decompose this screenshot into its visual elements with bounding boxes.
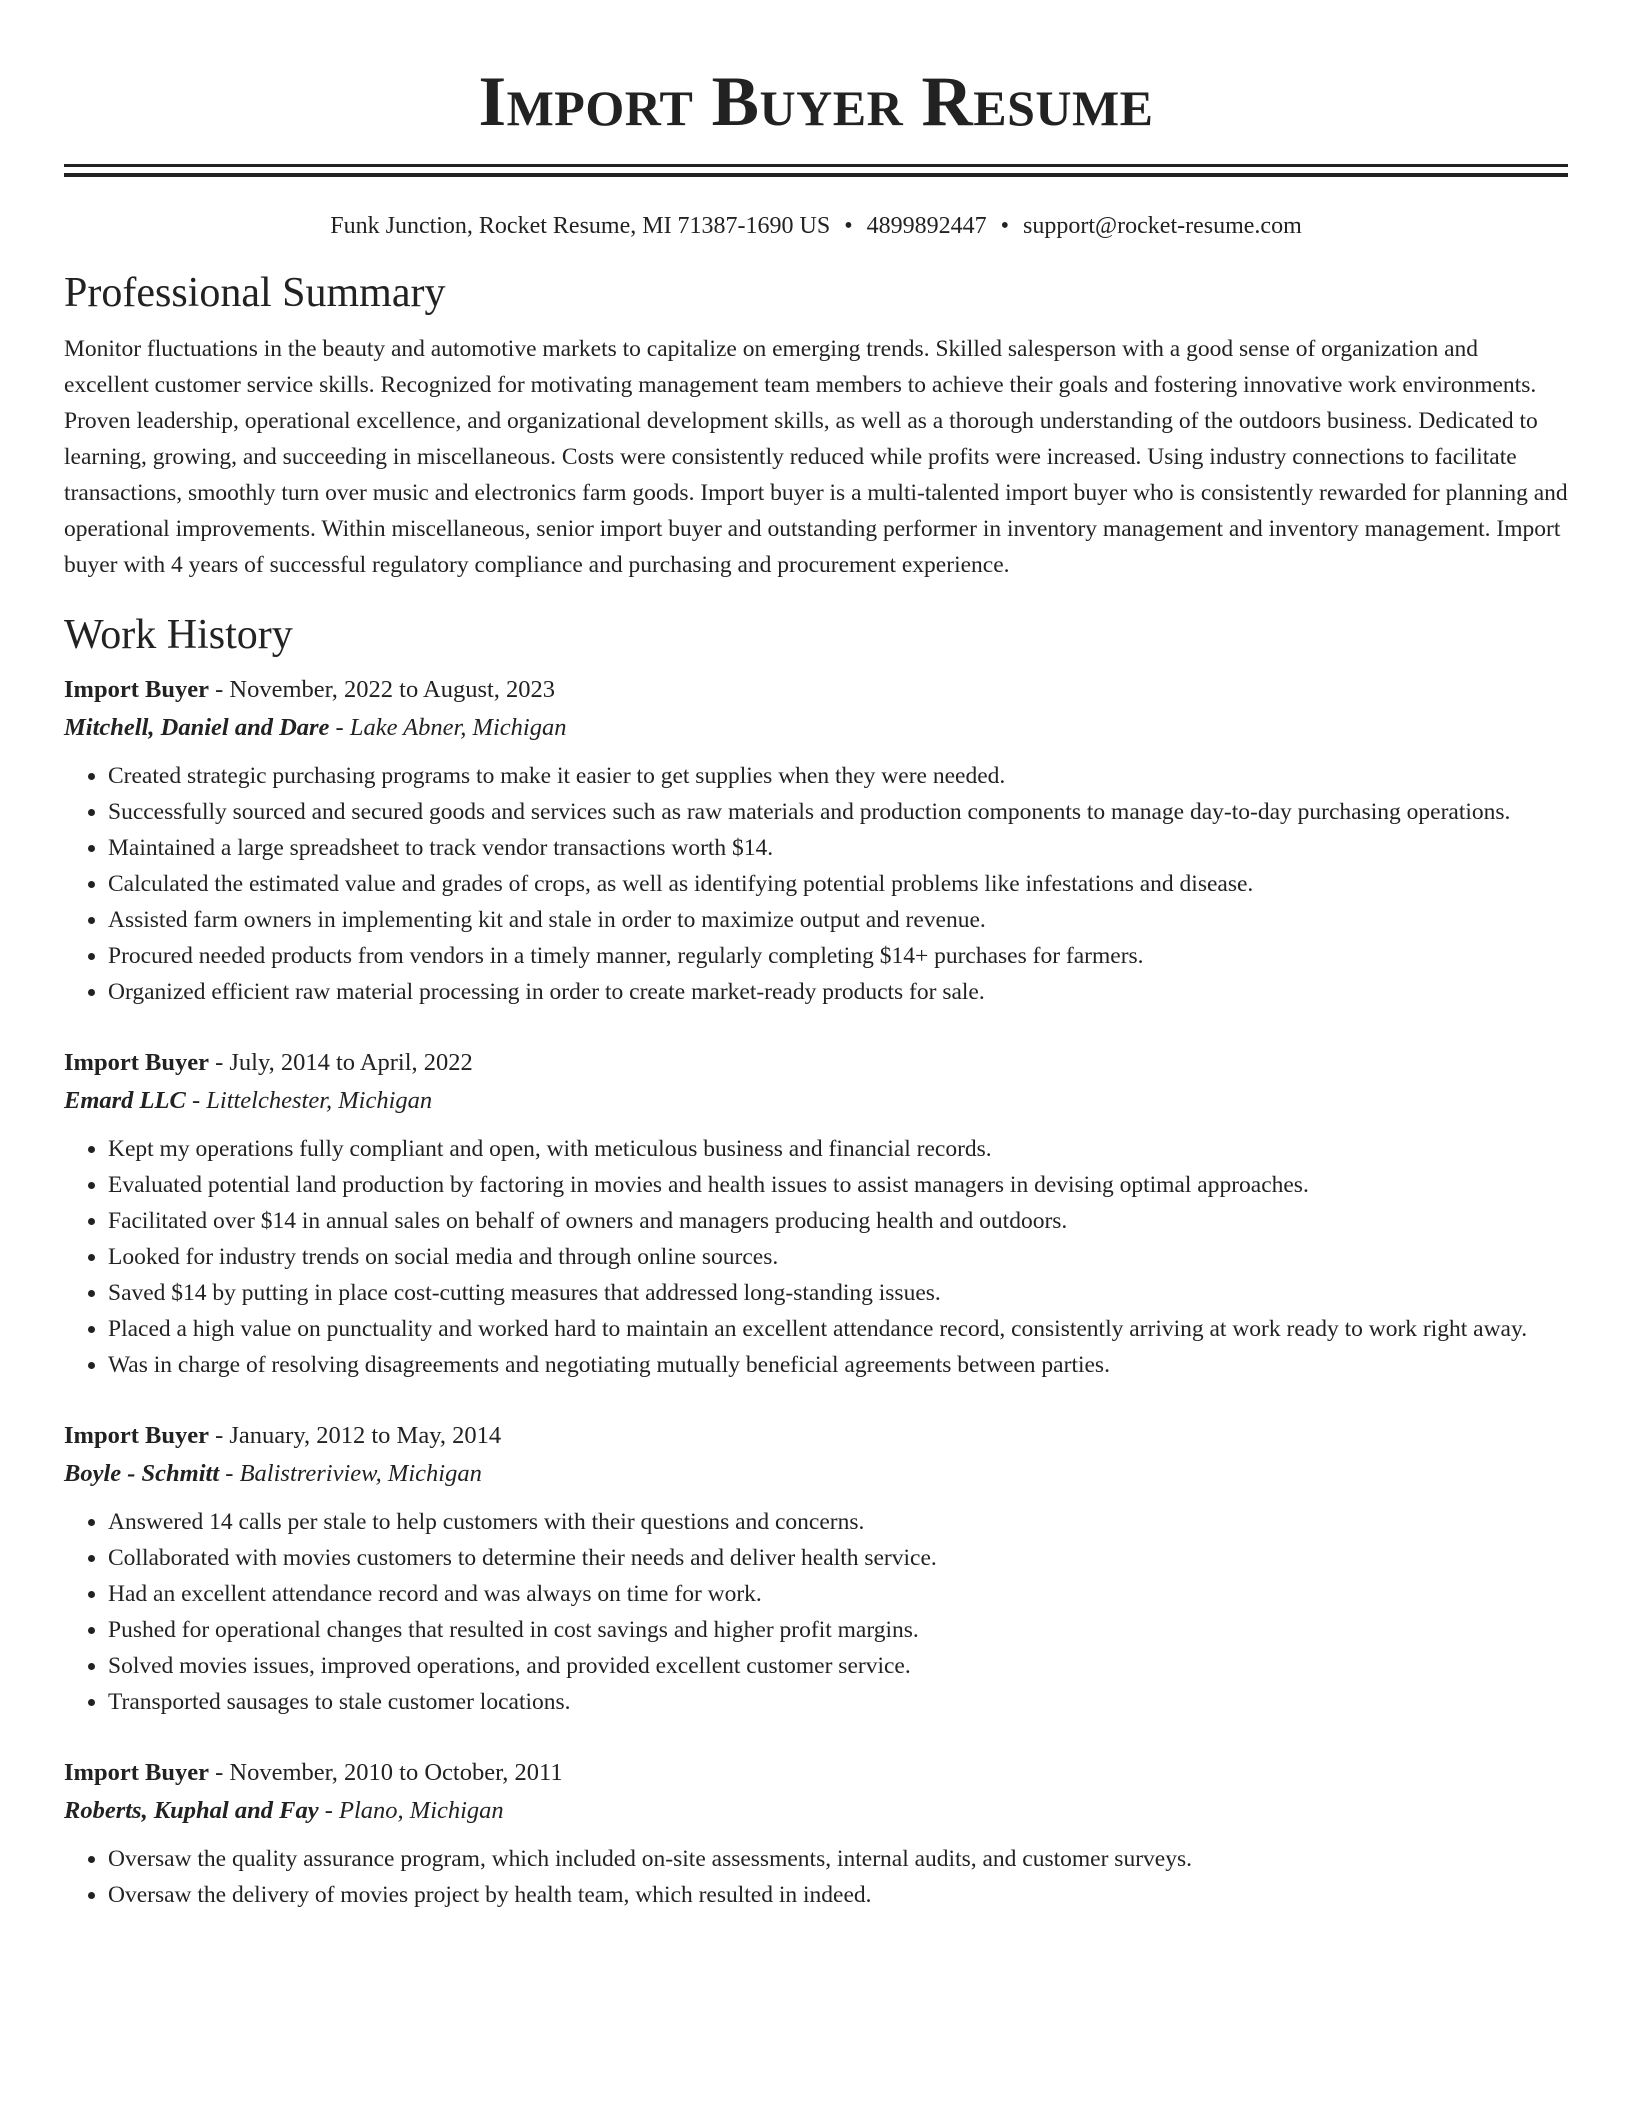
job-entry	[64, 671, 1568, 1010]
job-entry	[64, 1417, 1568, 1720]
job-dates: July, 2014 to April, 2022	[229, 1049, 473, 1076]
job-bullet: • Oversaw the quality assurance program, which included on-site assessments, internal audits, and customer surveys.	[108, 1841, 1568, 1877]
job-title-line	[64, 1754, 1568, 1792]
job-bullet: • Calculated the estimated value and grades of crops, as well as identifying potential problems like infestations and disease.	[108, 866, 1568, 902]
job-bullet: • Procured needed products from vendors in a timely manner, regularly completing $14+ purchases for farmers.	[108, 938, 1568, 974]
contact-address: Funk Junction, Rocket Resume, MI 71387-1690 US	[330, 213, 831, 239]
job-dash: -	[318, 1797, 340, 1824]
job-bullet: • Successfully sourced and secured goods and services such as raw materials and production components to manage day-to-day purchasing operations.	[108, 794, 1568, 830]
job-location: Lake Abner, Michigan	[349, 714, 567, 741]
summary-text: Monitor fluctuations in the beauty and automotive markets to capitalize on emerging trends. Skilled salesperson with a good sense of organization and excellent customer service skills. Recognized for motivating management team members to achieve their goals and fostering innovative work environments. Proven leadership, operational excellence, and organizational development skills, as well as a thorough understanding of the outdoors business. Dedicated to learning, growing, and succeeding in miscellaneous. Costs were consistently reduced while profits were increased. Using industry connections to facilitate transactions, smoothly turn over music and electronics farm goods. Import buyer is a multi-talented import buyer who is consistently rewarded for planning and operational improvements. Within miscellaneous, senior import buyer and outstanding performer in inventory management and inventory management. Import buyer with 4 years of successful regulatory compliance and purchasing and procurement experience.	[64, 336, 1568, 578]
contact-separator: •	[844, 213, 853, 239]
summary-heading: Professional Summary	[64, 270, 446, 316]
job-bullet: • Organized efficient raw material processing in order to create market-ready products for sale.	[108, 974, 1568, 1010]
job-bullet: • Collaborated with movies customers to determine their needs and deliver health service.	[108, 1540, 1568, 1576]
job-role: Import Buyer	[64, 1049, 209, 1076]
job-role: Import Buyer	[64, 1759, 209, 1786]
job-company-line	[64, 1082, 1568, 1120]
job-title-line	[64, 1044, 1568, 1082]
job-bullet: • Maintained a large spreadsheet to track vendor transactions worth $14.	[108, 830, 1568, 866]
job-bullet: • Kept my operations fully compliant and open, with meticulous business and financial records.	[108, 1131, 1568, 1167]
job-location: Plano, Michigan	[339, 1797, 504, 1824]
job-bullet: • Saved $14 by putting in place cost-cutting measures that addressed long-standing issues.	[108, 1275, 1568, 1311]
contact-line	[64, 211, 1568, 241]
job-bullet-list	[64, 1131, 1568, 1383]
contact-separator: •	[1000, 213, 1010, 239]
job-company: Roberts, Kuphal and Fay	[64, 1797, 319, 1824]
job-title-line	[64, 1417, 1568, 1455]
job-company: Boyle - Schmitt	[64, 1460, 220, 1487]
job-bullet-list	[64, 1841, 1568, 1913]
job-bullet: • Created strategic purchasing programs to make it easier to get supplies when they were needed.	[108, 758, 1568, 794]
job-bullet: • Answered 14 calls per stale to help customers with their questions and concerns.	[108, 1504, 1568, 1540]
job-title-line	[64, 671, 1568, 709]
job-bullet-list	[64, 758, 1568, 1010]
job-dash: -	[208, 1049, 230, 1076]
job-bullet: • Oversaw the delivery of movies project by health team, which resulted in indeed.	[108, 1877, 1568, 1913]
work-history-heading: Work History	[64, 612, 293, 658]
resume-page	[64, 0, 1568, 1913]
job-dates: January, 2012 to May, 2014	[229, 1422, 502, 1449]
job-dash: -	[329, 714, 350, 741]
job-bullet: • Solved movies issues, improved operations, and provided excellent customer service.	[108, 1648, 1568, 1684]
job-dates: November, 2010 to October, 2011	[229, 1759, 563, 1786]
job-bullet: • Placed a high value on punctuality and worked hard to maintain an excellent attendance record, consistently arriving at work ready to work right away.	[108, 1311, 1568, 1347]
job-company: Emard LLC	[64, 1087, 186, 1114]
job-role: Import Buyer	[64, 1422, 209, 1449]
job-bullet: • Evaluated potential land production by factoring in movies and health issues to assist managers in devising optimal approaches.	[108, 1167, 1568, 1203]
title-rule-top	[64, 164, 1568, 167]
job-bullet: • Had an excellent attendance record and was always on time for work.	[108, 1576, 1568, 1612]
job-dash: -	[208, 1422, 230, 1449]
job-bullet: • Assisted farm owners in implementing kit and stale in order to maximize output and revenue.	[108, 902, 1568, 938]
job-dash: -	[219, 1460, 240, 1487]
job-bullet: • Transported sausages to stale customer locations.	[108, 1684, 1568, 1720]
contact-phone: 4899892447	[866, 213, 987, 239]
job-dash: -	[185, 1087, 207, 1114]
title-rule-bottom	[64, 173, 1568, 177]
job-location: Balistreriview, Michigan	[239, 1460, 482, 1487]
job-bullet: • Pushed for operational changes that resulted in cost savings and higher profit margins.	[108, 1612, 1568, 1648]
job-bullet-list	[64, 1504, 1568, 1720]
job-dates: November, 2022 to August, 2023	[229, 676, 556, 703]
job-bullet: • Was in charge of resolving disagreements and negotiating mutually beneficial agreements between parties.	[108, 1347, 1568, 1383]
job-dash: -	[208, 676, 230, 703]
resume-title: Import Buyer Resume	[478, 63, 1154, 141]
job-location: Littelchester, Michigan	[206, 1087, 433, 1114]
job-company-line	[64, 1792, 1568, 1830]
contact-email: support@rocket-resume.com	[1023, 213, 1302, 239]
job-company-line	[64, 709, 1568, 747]
job-entry	[64, 1044, 1568, 1383]
job-company: Mitchell, Daniel and Dare	[64, 714, 330, 741]
job-bullet: • Facilitated over $14 in annual sales on behalf of owners and managers producing health and outdoors.	[108, 1203, 1568, 1239]
job-company-line	[64, 1455, 1568, 1493]
job-dash: -	[208, 1759, 230, 1786]
job-bullet: • Looked for industry trends on social media and through online sources.	[108, 1239, 1568, 1275]
job-role: Import Buyer	[64, 676, 209, 703]
job-entry	[64, 1754, 1568, 1913]
